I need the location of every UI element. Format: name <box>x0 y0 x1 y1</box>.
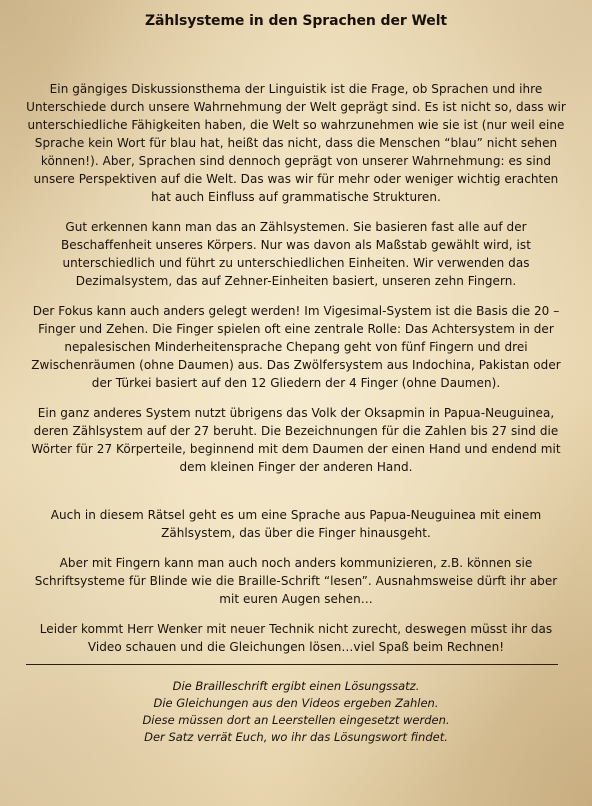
paragraph-video-instructions: Leider kommt Herr Wenker mit neuer Technik nicht zurecht, deswegen müsst ihr das Video schauen und die Gleichungen lösen…viel Spaß beim Rechnen! <box>39 622 553 654</box>
paragraph-braille: Aber mit Fingern kann man auch noch anders kommunizieren, z.B. können sie Schriftsysteme für Blinde wie die Braille-Schrift “lesen”. Ausnahmsweise dürft ihr aber mit euren Augen sehen… <box>34 556 558 606</box>
article-body <box>24 80 568 668</box>
divider-line <box>26 664 558 665</box>
paragraph-linguistics-intro: Ein gängiges Diskussionsthema der Linguistik ist die Frage, ob Sprachen und ihre Unterschiede durch unsere Wahrnehmung der Welt geprägt sind. Es ist nicht so, dass wir unterschiedliche Fähigkeiten haben, die Welt so wahrzunehmen wie sie ist (nur weil eine Sprache kein Wort für blau hat, heißt das nicht, dass die Menschen “blau” nicht sehen können!). Aber, Sprachen sind dennoch geprägt von unserer Wahrnehmung: es sind unsere Perspektiven auf die Welt. Das was wir für mehr oder weniger wichtig erachten hat auch Einfluss auf grammatische Strukturen. <box>26 82 566 204</box>
hint-note: Die Gleichungen aus den Videos ergeben Zahlen. <box>153 696 439 710</box>
paragraph-oksapmin: Ein ganz anderes System nutzt übrigens das Volk der Oksapmin in Papua-Neuguinea, deren Zählsystem auf der 27 beruht. Die Bezeichnungen für die Zahlen bis 27 sind die Wörter für 27 Körperteile, beginnend mit dem Daumen der einen Hand und endend mit dem kleinen Finger der anderen Hand. <box>31 406 561 474</box>
page-title: Zählsysteme in den Sprachen der Welt <box>145 13 447 29</box>
hint-note: Die Brailleschrift ergibt einen Lösungssatz. <box>172 679 420 693</box>
paragraph-vigesimal: Der Fokus kann auch anders gelegt werden! Im Vigesimal-System ist die Basis die 20 – Finger und Zehen. Die Finger spielen oft eine zentrale Rolle: Das Achtersystem in der nepalesischen Minderheitensprache Chepang geht von fünf Fingern und drei Zwischenräumen (ohne Daumen) aus. Das Zwölfersystem aus Indochina, Pakistan oder der Türkei basiert auf den 12 Gliedern der 4 Finger (ohne Daumen). <box>31 304 561 390</box>
paragraph-riddle: Auch in diesem Rätsel geht es um eine Sprache aus Papua-Neuguinea mit einem Zählsystem, das über die Finger hinausgeht. <box>50 508 542 540</box>
hint-note: Diese müssen dort an Leerstellen eingesetzt werden. <box>142 713 450 727</box>
hint-note: Der Satz verrät Euch, wo ihr das Lösungswort findet. <box>144 730 448 744</box>
paragraph-counting-systems: Gut erkennen kann man das an Zählsystemen. Sie basieren fast alle auf der Beschaffenheit unseres Körpers. Nur was davon als Maßstab gewählt wird, ist unterschiedlich und führt zu unterschiedlichen Einheiten. Wir verwenden das Dezimalsystem, das auf Zehner-Einheiten basiert, unseren zehn Fingern. <box>61 220 531 288</box>
hint-notes <box>0 678 592 746</box>
